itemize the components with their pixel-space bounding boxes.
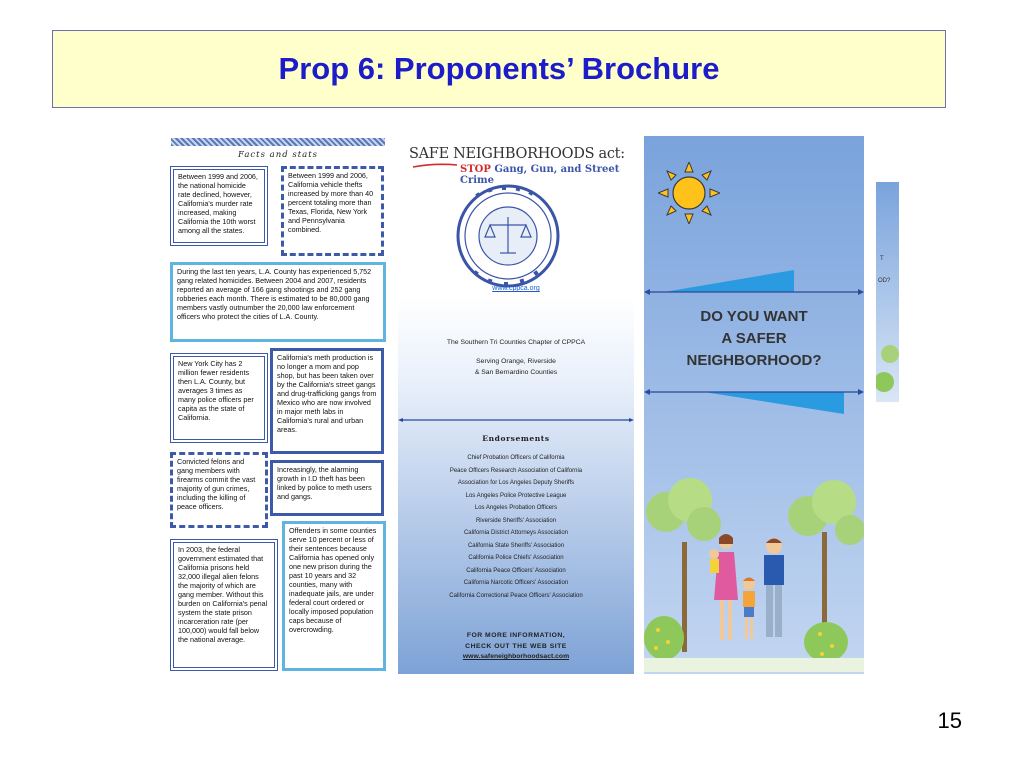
question-line-1: DO YOU WANT [700,308,808,325]
fact-box: Convicted felons and gang members with firearms commit the vast majority of gun crimes, including the killing of peace officers. [170,452,268,528]
list-item: California Narcotic Officers' Association [463,580,569,586]
fact-box: Offenders in some counties serve 10 percent or less of their sentences because California has opened only one new prison during the past 10 years and 32 counties, many with inadequate jails, are under federal court ordered or locally imposed population caps because of overcrowding. [282,521,386,671]
facts-header-bar [171,138,385,146]
list-item: California District Attorneys Association [463,530,569,536]
list-item: California Peace Officers' Association [466,567,566,574]
slide-number: 15 [937,708,962,733]
fact-box: New York City has 2 million fewer residents then L.A. County, but averages 3 times as many police officers per capita as the state of California. [170,353,268,443]
cppca-link: www.cppca.org [492,285,540,292]
endorsements-heading: Endorsements [482,434,550,443]
more-info-text [398,630,634,652]
fact-box: Increasingly, the alarming growth in I.D theft has been linked by police to meth users and gangs. [270,460,384,516]
list-item: Peace Officers Research Association of California [449,467,583,474]
cover-question [644,306,864,372]
list-item: Association for Los Angeles Deputy Sheriffs [457,480,575,486]
brochure-facts-panel [167,136,389,674]
more-info-line-2: CHECK OUT THE WEB SITE [465,643,567,650]
more-info-line-1: FOR MORE INFORMATION, [466,632,566,639]
website-link: www.safeneighborhoodsact.com [462,653,570,660]
serving-line-1: Serving Orange, Riverside [476,358,556,365]
red-swoosh-icon [412,163,458,169]
peek-text-2: OD? [878,278,891,284]
fact-box: In 2003, the federal government estimated that California prisons held 32,000 illegal alien felons the majority of which are gang member. Without this burden on California's penal system the state prison incarceration rate (per 100,000) would fall below the national average. [170,539,278,671]
question-line-2: A SAFER [721,330,787,347]
list-item: California Correctional Peace Officers' Association [449,592,583,599]
serving-text [398,356,634,378]
fact-box: Between 1999 and 2006, the national homicide rate declined, however, California's murder rate increased, making California the 10th worst among all the states. [170,166,268,246]
list-item: California State Sheriffs' Association [467,542,565,549]
subtitle-stop: STOP [460,164,491,175]
fact-box: California's meth production is no longer a mom and pop shop, but has been taken over by the California's street gangs and drug-trafficking gangs from Mexico who are now involved in major meth labs in California's rural and urban areas. [270,348,384,454]
fact-box: Between 1999 and 2006, California vehicle thefts increased by more than 40 percent totaling more than Texas, Florida, New York and Pennsylvania combined. [281,166,384,256]
list-item: Los Angeles Police Protective League [465,492,567,499]
peek-text-1: T [880,256,884,262]
slide-title-box [52,30,946,108]
serving-line-2: & San Bernardino Counties [474,369,558,376]
endorsements-list [398,452,634,602]
arrow-divider-icon [398,418,634,422]
slide-title: Prop 6: Proponents’ Brochure [278,51,720,86]
brochure-title: SAFE NEIGHBORHOODS act: [409,146,625,162]
sun-icon [658,162,720,224]
question-line-3: NEIGHBORHOOD? [686,352,822,369]
list-item: Riverside Sheriffs' Association [475,517,557,524]
list-item: California Police Chiefs' Association [468,555,564,561]
subtitle-rest: Gang, Gun, and Street Crime [460,164,620,186]
family-illustration-icon [644,472,864,672]
cppca-seal-icon [454,181,562,291]
brochure-middle-panel [398,136,634,674]
facts-heading: Facts and stats [238,150,318,160]
brochure-back-panel [876,182,899,402]
chapter-text: The Southern Tri Counties Chapter of CPPCA [446,339,586,346]
list-item: Chief Probation Officers of California [467,455,565,461]
tree-icon [876,334,899,402]
brochure-cover-panel [644,136,864,674]
list-item: Los Angeles Probation Officers [474,505,558,511]
fact-box: During the last ten years, L.A. County has experienced 5,752 gang related homicides. Between 2004 and 2007, residents reported an average of 166 gang shootings and 252 gang robberies each month. There is estimated to be 80,000 gang members vastly outnumber the 20,000 law enforcement officers who protect the cities of L.A. County. [170,262,386,342]
